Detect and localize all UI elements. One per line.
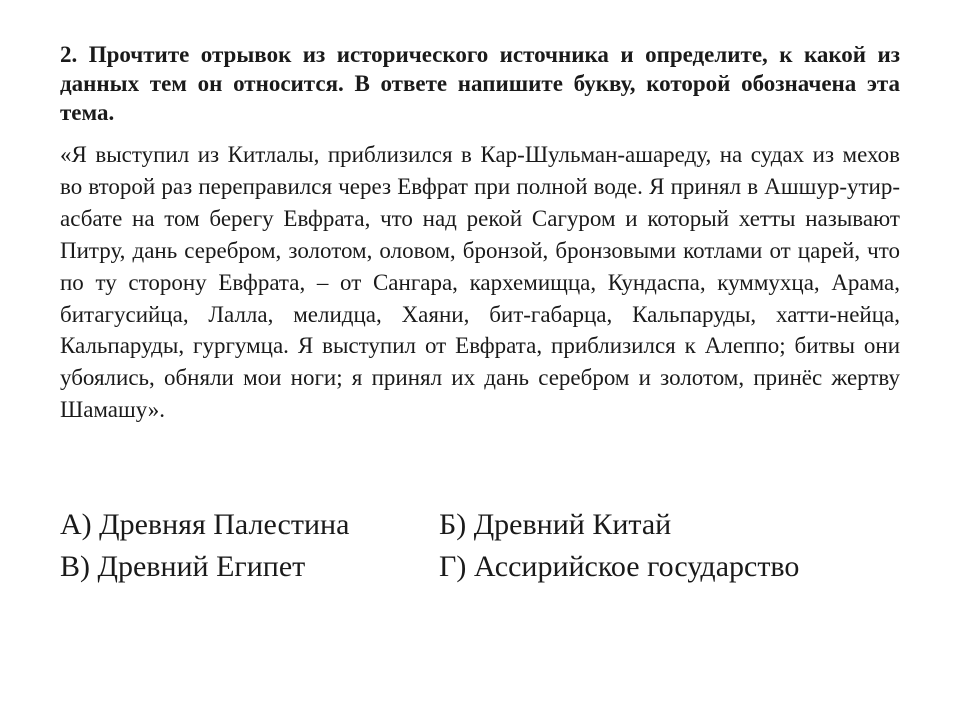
option-a: А) Древняя Палестина	[60, 508, 350, 541]
option-v: В) Древний Египет	[60, 550, 306, 583]
source-passage: «Я выступил из Китлалы, приблизился в Кар-Шульман-ашареду, на судах из мехов во второй раз переправился через Евфрат при полной воде. Я принял в Ашшур-утир-асбате на том берегу Евфрата, что над рекой Сагуром и который хетты называют Питру, дань серебром, золотом, оловом, бронзой, бронзовыми котлами от царей, что по ту сторону Евфрата, – от Сангара, кархемищца, Кундаспа, куммухца, Арама, битагусийца, Лалла, мелидца, Хаяни, бит-габарца, Кальпаруды, хатти-нейца, Кальпаруды, гургумца. Я выступил от Евфрата, приблизился к Алеппо; битвы они убоялись, обняли мои ноги; я принял их дань серебром и золотом, принёс жертву Шамашу».	[60, 142, 900, 423]
option-b: Б) Древний Китай	[439, 508, 672, 541]
options-row-2	[60, 546, 900, 588]
options-row-1	[60, 504, 900, 546]
question-text: 2. Прочтите отрывок из исторического источника и определите, к какой из данных тем он относится. В ответе напишите букву, которой обозначена эта тема.	[60, 42, 900, 125]
option-g: Г) Ассирийское государство	[439, 550, 800, 583]
answer-options	[60, 504, 900, 588]
